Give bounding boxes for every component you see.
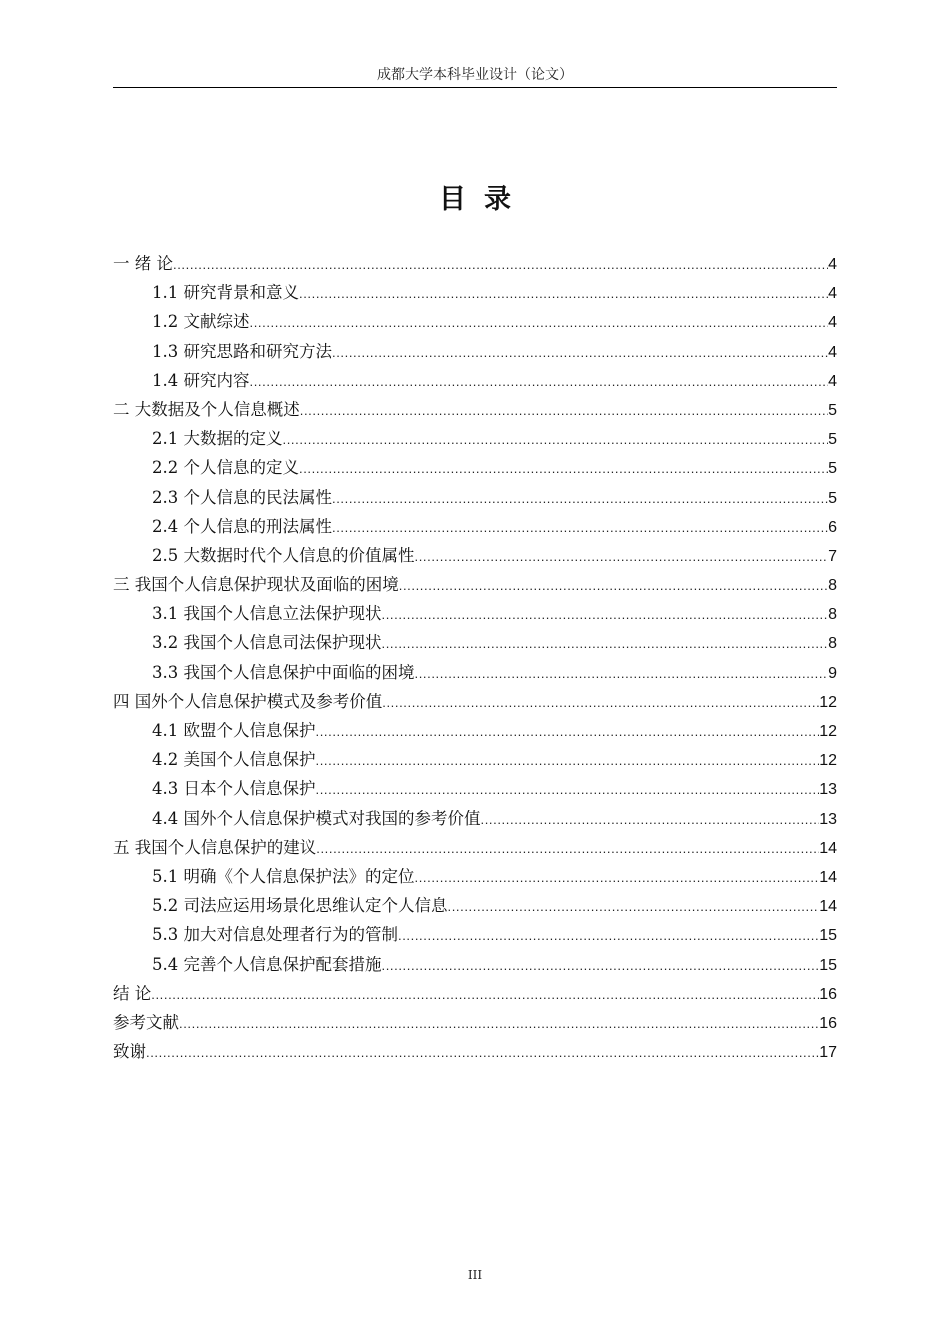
toc-entry-page-number: 7 — [828, 547, 837, 565]
toc-dot-leader — [179, 1009, 819, 1038]
toc-dot-leader — [382, 688, 819, 717]
toc-entry-page-number: 8 — [828, 577, 837, 595]
toc-entry[interactable] — [113, 716, 837, 745]
running-header-text: 成都大学本科毕业设计（论文） — [377, 67, 573, 83]
toc-entry[interactable] — [113, 483, 837, 512]
toc-dot-leader — [448, 892, 820, 921]
toc-dot-leader — [382, 629, 829, 658]
toc-entry-label: 2.1 大数据的定义 — [152, 429, 283, 449]
toc-dot-leader — [300, 396, 828, 425]
toc-entry[interactable] — [113, 512, 837, 541]
toc-entry[interactable] — [113, 833, 837, 862]
toc-entry[interactable] — [113, 570, 837, 599]
toc-dot-leader — [151, 980, 819, 1009]
toc-entry-page-number: 12 — [819, 693, 837, 711]
toc-entry-label: 4.4 国外个人信息保护模式对我国的参考价值 — [152, 808, 481, 828]
toc-dot-leader — [316, 717, 820, 746]
toc-entry-page-number: 9 — [828, 664, 837, 682]
toc-entry-page-number: 5 — [828, 431, 837, 449]
toc-entry-label: 3.2 我国个人信息司法保护现状 — [152, 633, 382, 653]
toc-entry-page-number: 15 — [819, 927, 837, 945]
toc-entry-page-number: 5 — [828, 401, 837, 419]
toc-entry[interactable] — [113, 599, 837, 628]
toc-dot-leader — [146, 1038, 819, 1067]
toc-entry-page-number: 13 — [819, 810, 837, 828]
running-header — [113, 66, 837, 88]
toc-entry-label: 5.4 完善个人信息保护配套措施 — [152, 954, 382, 974]
toc-entry-page-number: 16 — [819, 985, 837, 1003]
toc-entry-page-number: 4 — [828, 343, 837, 361]
toc-entry-page-number: 8 — [828, 606, 837, 624]
toc-entry-label: 2.4 个人信息的刑法属性 — [152, 516, 332, 536]
toc-entry-label: 4.2 美国个人信息保护 — [152, 750, 316, 770]
toc-entry[interactable] — [113, 658, 837, 687]
toc-entry[interactable] — [113, 453, 837, 482]
toc-entry[interactable] — [113, 950, 837, 979]
toc-entry-label: 2.3 个人信息的民法属性 — [152, 487, 332, 507]
toc-entry-page-number: 16 — [819, 1014, 837, 1032]
toc-entry[interactable] — [113, 979, 837, 1008]
toc-dot-leader — [415, 659, 829, 688]
toc-entry-page-number: 14 — [819, 898, 837, 916]
toc-entry[interactable] — [113, 891, 837, 920]
toc-entry[interactable] — [113, 745, 837, 774]
toc-entry[interactable] — [113, 337, 837, 366]
toc-entry[interactable] — [113, 366, 837, 395]
toc-entry-label: 1.2 文献综述 — [152, 312, 250, 332]
toc-entry-label: 5.2 司法应运用场景化思维认定个人信息 — [152, 896, 448, 916]
toc-entry[interactable] — [113, 278, 837, 307]
toc-entry-label: 参考文献 — [113, 1012, 179, 1032]
toc-entry-page-number: 12 — [819, 752, 837, 770]
table-of-contents — [113, 249, 837, 1066]
toc-dot-leader — [316, 746, 820, 775]
page-number: III — [467, 1268, 483, 1282]
toc-entry[interactable] — [113, 249, 837, 278]
toc-dot-leader — [382, 600, 829, 629]
toc-entry[interactable] — [113, 1037, 837, 1066]
toc-entry-label: 3.1 我国个人信息立法保护现状 — [152, 604, 382, 624]
toc-entry-page-number: 4 — [828, 285, 837, 303]
toc-dot-leader — [332, 513, 828, 542]
toc-entry[interactable] — [113, 424, 837, 453]
toc-entry[interactable] — [113, 774, 837, 803]
toc-entry[interactable] — [113, 628, 837, 657]
toc-dot-leader — [250, 367, 829, 396]
toc-entry-label: 五 我国个人信息保护的建议 — [113, 837, 317, 857]
toc-dot-leader — [283, 425, 829, 454]
toc-entry-label: 4.1 欧盟个人信息保护 — [152, 721, 316, 740]
toc-entry-page-number: 17 — [819, 1044, 837, 1062]
toc-entry-label: 一 绪 论 — [113, 254, 173, 273]
toc-entry-page-number: 14 — [819, 868, 837, 886]
toc-dot-leader — [415, 542, 829, 571]
toc-entry-page-number: 4 — [828, 372, 837, 390]
toc-entry[interactable] — [113, 1008, 837, 1037]
toc-entry[interactable] — [113, 307, 837, 336]
toc-entry-label: 4.3 日本个人信息保护 — [152, 779, 316, 799]
toc-entry-label: 四 国外个人信息保护模式及参考价值 — [113, 691, 383, 711]
toc-entry[interactable] — [113, 541, 837, 570]
toc-entry-page-number: 4 — [828, 256, 837, 273]
toc-entry[interactable] — [113, 804, 837, 833]
toc-entry-page-number: 12 — [819, 723, 837, 740]
toc-entry-page-number: 5 — [828, 460, 837, 478]
toc-entry-label: 5.3 加大对信息处理者行为的管制 — [152, 925, 398, 945]
toc-entry-label: 2.5 大数据时代个人信息的价值属性 — [152, 545, 415, 565]
toc-entry-page-number: 13 — [819, 781, 837, 799]
toc-entry[interactable] — [113, 687, 837, 716]
toc-entry[interactable] — [113, 920, 837, 949]
toc-entry-page-number: 15 — [819, 956, 837, 974]
toc-dot-leader — [250, 308, 829, 337]
toc-title: 目录 — [439, 184, 529, 215]
toc-dot-leader — [316, 775, 820, 804]
toc-dot-leader — [299, 454, 828, 483]
toc-dot-leader — [481, 805, 820, 834]
toc-entry-label: 2.2 个人信息的定义 — [152, 458, 299, 478]
toc-dot-leader — [332, 484, 828, 513]
toc-entry-label: 三 我国个人信息保护现状及面临的困境 — [113, 575, 399, 595]
toc-entry-label: 1.4 研究内容 — [152, 370, 250, 390]
toc-entry-label: 1.3 研究思路和研究方法 — [152, 341, 332, 361]
toc-entry-label: 3.3 我国个人信息保护中面临的困境 — [152, 662, 415, 682]
toc-dot-leader — [415, 863, 820, 892]
toc-dot-leader — [398, 921, 819, 950]
toc-entry[interactable] — [113, 862, 837, 891]
toc-entry-page-number: 5 — [828, 489, 837, 507]
toc-entry-label: 结 论 — [113, 983, 152, 1003]
toc-entry-page-number: 8 — [828, 635, 837, 653]
toc-entry-label: 1.1 研究背景和意义 — [152, 283, 299, 303]
toc-entry-label: 5.1 明确《个人信息保护法》的定位 — [152, 866, 415, 886]
toc-entry-page-number: 14 — [819, 839, 837, 857]
toc-entry-label: 致谢 — [113, 1042, 146, 1062]
toc-dot-leader — [332, 338, 828, 367]
toc-entry[interactable] — [113, 395, 837, 424]
toc-entry-page-number: 6 — [828, 518, 837, 536]
toc-dot-leader — [382, 951, 820, 980]
toc-entry-label: 二 大数据及个人信息概述 — [113, 399, 300, 419]
toc-dot-leader — [399, 571, 828, 600]
toc-entry-page-number: 4 — [828, 314, 837, 332]
toc-dot-leader — [316, 834, 819, 863]
toc-dot-leader — [173, 250, 828, 279]
toc-dot-leader — [299, 279, 828, 308]
